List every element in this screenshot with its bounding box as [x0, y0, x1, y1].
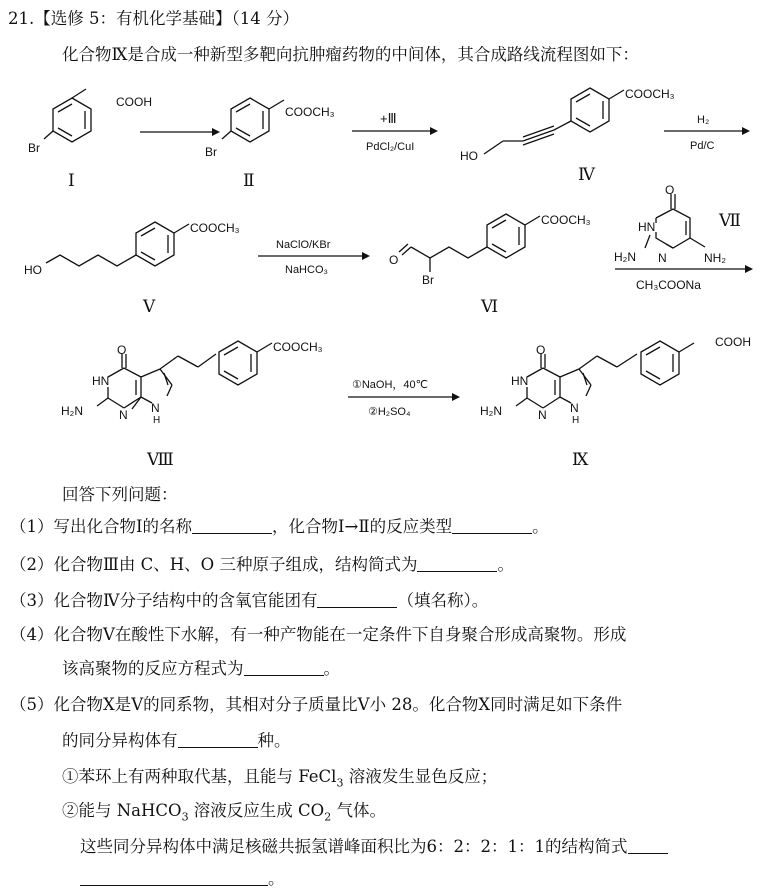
arrow-3-catalyst: Pd/C — [690, 140, 715, 152]
part-5-line-2: 的同分异构体有 种。 — [62, 731, 291, 750]
arrow-2-catalyst: PdCl₂/CuI — [366, 141, 415, 153]
n-label: N — [119, 408, 128, 422]
n-label: N — [151, 401, 160, 415]
compound-8-structure — [61, 340, 323, 426]
o-label: O — [665, 183, 675, 197]
h2n-label: H₂N — [614, 250, 636, 264]
cooh-label: COOH — [715, 335, 751, 349]
answer-blank-1b[interactable] — [452, 517, 532, 534]
cooch3-label: COOCH₃ — [190, 221, 240, 235]
part-5-condition-1: ①苯环上有两种取代基，且能与 FeCl$_3$ 溶液发生显色反应； — [62, 767, 498, 790]
cooch3-label: COOCH₃ — [541, 213, 591, 227]
h2n-label: H₂N — [61, 404, 83, 418]
label-compound-7: Ⅶ — [719, 211, 741, 230]
arrow-3-reagent: H₂ — [697, 114, 710, 126]
part-5-structure-prompt: 这些同分异构体中满足核磁共振氢谱峰面积比为6：2：2：1：1的结构简式 — [80, 836, 668, 858]
arrow-6-step-2: ②H₂SO₄ — [368, 406, 411, 418]
cooh-label: COOH — [116, 95, 152, 109]
n-label: N — [658, 251, 667, 265]
h-label: H — [572, 415, 580, 426]
part-5-structure-line-2: 。 — [80, 868, 285, 890]
part-4-line-2: 该高聚物的反应方程式为 。 — [62, 659, 340, 678]
answer-blank-5a[interactable] — [178, 731, 258, 748]
part-3: （3）化合物Ⅳ分子结构中的含氧官能团有 （填名称）。 — [10, 591, 489, 610]
n-label: N — [538, 408, 547, 422]
answer-blank-5c[interactable] — [80, 869, 268, 886]
part-5-line-1: （5）化合物Ⅹ是Ⅴ的同系物，其相对分子质量比Ⅴ小 28。化合物Ⅹ同时满足如下条件 — [10, 695, 623, 714]
answer-blank-1a[interactable] — [192, 517, 272, 534]
arrow-5-conditions: CH₃COONa — [636, 278, 701, 292]
part-2: （2）化合物Ⅲ由 C、H、O 三种原子组成，结构简式为 。 — [10, 555, 514, 574]
label-compound-6: Ⅵ — [481, 297, 499, 316]
o-label: O — [389, 253, 399, 267]
part-4-line-1: （4）化合物Ⅴ在酸性下水解，有一种产物能在一定条件下自身聚合形成高聚物。形成 — [10, 625, 627, 644]
part-1: （1）写出化合物Ⅰ的名称 ，化合物Ⅰ→Ⅱ的反应类型 。 — [10, 517, 549, 536]
label-compound-9: Ⅸ — [572, 450, 589, 469]
compound-4-structure — [460, 87, 675, 163]
compound-7-structure — [614, 183, 726, 265]
hn-label: HN — [511, 374, 529, 388]
ho-label: HO — [24, 263, 42, 277]
compound-6-structure — [389, 213, 591, 287]
hn-label: HN — [638, 220, 656, 234]
label-compound-5: Ⅴ — [143, 297, 156, 316]
part-5-condition-2: ②能与 NaHCO$_3$ 溶液反应生成 $CO_2$ 气体。 — [62, 801, 386, 824]
h-label: H — [153, 415, 161, 426]
arrow-2-reagent: +Ⅲ — [380, 111, 397, 126]
label-compound-2: Ⅱ — [243, 171, 255, 190]
n-label: N — [570, 401, 579, 415]
h2n-label: H₂N — [480, 404, 502, 418]
compound-5-structure — [24, 221, 240, 277]
compound-9-structure — [480, 335, 751, 426]
br-label: Br — [28, 141, 40, 155]
arrow-4-conditions: NaHCO₃ — [285, 264, 328, 276]
arrow-6-step-1: ①NaOH，40℃ — [352, 379, 429, 391]
o-label: O — [117, 343, 127, 357]
br-label: Br — [205, 145, 217, 159]
ho-label: HO — [460, 149, 478, 163]
br-label: Br — [422, 273, 434, 287]
answer-blank-2[interactable] — [417, 555, 497, 572]
o-label: O — [536, 343, 546, 357]
label-compound-4: Ⅳ — [578, 165, 595, 184]
answer-blank-3[interactable] — [317, 591, 397, 608]
cooch3-label: COOCH₃ — [285, 105, 335, 119]
question-intro: 化合物Ⅸ是合成一种新型多靶向抗肿瘤药物的中间体，其合成路线流程图如下： — [62, 45, 639, 64]
compound-2-structure — [205, 98, 335, 159]
compound-1-structure — [28, 89, 152, 155]
label-compound-1: Ⅰ — [68, 171, 75, 190]
nh2-label: NH₂ — [704, 251, 726, 265]
question-header: 21.【选修 5：有机化学基础】（14 分） — [8, 9, 299, 28]
arrow-4-reagent: NaClO/KBr — [276, 239, 331, 251]
label-compound-8: Ⅷ — [147, 450, 174, 469]
cooch3-label: COOCH₃ — [273, 340, 323, 354]
answer-blank-5b[interactable] — [628, 837, 668, 854]
cooch3-label: COOCH₃ — [625, 87, 675, 101]
answer-blank-4[interactable] — [244, 659, 324, 676]
answer-prompt: 回答下列问题： — [62, 485, 178, 504]
hn-label: HN — [92, 374, 110, 388]
